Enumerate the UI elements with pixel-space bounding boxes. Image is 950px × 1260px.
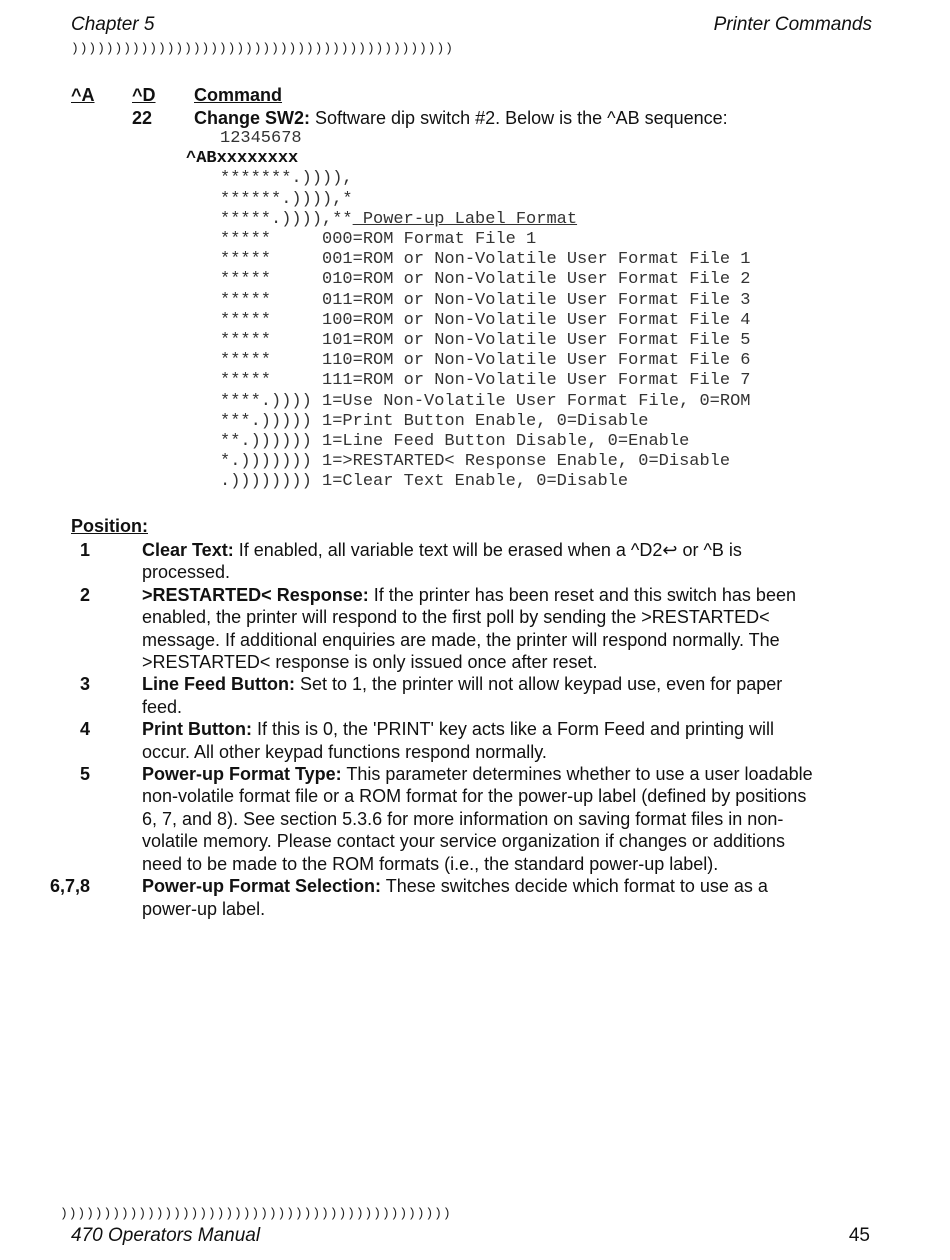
position-entry xyxy=(0,673,950,718)
position-list xyxy=(0,539,950,920)
position-entry xyxy=(0,584,950,674)
code-line-text: ***** 000=ROM Format File 1 xyxy=(220,230,537,249)
column-header-d: ^D xyxy=(132,85,156,105)
manual-title: 470 Operators Manual xyxy=(71,1225,261,1246)
code-line xyxy=(220,412,648,431)
code-line xyxy=(220,270,751,289)
command-title: Change SW2: xyxy=(194,108,311,128)
position-title: Power-up Format Type: xyxy=(142,764,342,785)
position-text: Set to 1, the printer will not allow keypad use, even for paper feed. xyxy=(142,674,783,717)
code-line xyxy=(220,250,751,269)
position-text: These switches decide which format to use as a power-up label. xyxy=(142,876,768,919)
section-header: Printer Commands xyxy=(713,14,872,35)
code-line xyxy=(220,230,536,249)
command-number: 22 xyxy=(132,108,153,128)
position-entry xyxy=(0,875,950,920)
position-text: If enabled, all variable text will be erased when a ^D2↩ or ^B is processed. xyxy=(142,540,742,583)
top-divider: )))))))))))))))))))))))))))))))))))))))))))) xyxy=(71,41,454,56)
position-number: 5 xyxy=(79,764,90,785)
code-line-text: ***** 111=ROM or Non-Volatile User Format File 7 xyxy=(220,371,751,391)
position-description xyxy=(142,875,822,920)
code-line-text: **.)))))) 1=Line Feed Button Disable, 0=Enable xyxy=(220,432,690,451)
code-line xyxy=(220,311,751,330)
code-line-text: *******.)))), xyxy=(220,169,353,189)
code-line-text: ***.))))) 1=Print Button Enable, 0=Disable xyxy=(220,411,649,431)
position-description xyxy=(142,673,822,718)
code-line-text: ^ABxxxxxxxx xyxy=(186,149,299,169)
code-line xyxy=(220,452,730,471)
code-line-text: ****.)))) 1=Use Non-Volatile User Format File, 0=ROM xyxy=(220,391,751,411)
position-number: 4 xyxy=(79,719,90,740)
position-title: Line Feed Button: xyxy=(142,674,295,695)
code-line-text: *****.)))),** xyxy=(220,209,353,229)
code-line-text: 12345678 xyxy=(220,129,302,148)
position-title: >RESTARTED< Response: xyxy=(142,584,369,605)
code-line-text: ***** 101=ROM or Non-Volatile User Format File 5 xyxy=(220,331,751,350)
position-entry xyxy=(0,718,950,763)
position-description xyxy=(142,718,822,763)
code-line xyxy=(220,472,628,491)
chapter-header: Chapter 5 xyxy=(71,14,155,35)
code-line-text: ***** 011=ROM or Non-Volatile User Format File 3 xyxy=(220,290,751,310)
column-header-a: ^A xyxy=(71,85,95,105)
column-header-command: Command xyxy=(194,85,283,105)
code-line xyxy=(220,169,353,188)
code-line xyxy=(220,129,302,148)
position-title: Print Button: xyxy=(142,719,252,740)
code-line-text: ******.)))),* xyxy=(220,189,353,209)
command-description: Software dip switch #2. Below is the ^AB sequence: xyxy=(310,108,728,128)
code-line-text: ***** 010=ROM or Non-Volatile User Format File 2 xyxy=(220,270,751,290)
bottom-divider: ))))))))))))))))))))))))))))))))))))))))))))) xyxy=(60,1206,452,1221)
position-text: If this is 0, the 'PRINT' key acts like a Form Feed and printing will occur. All other keypad functions respond normally. xyxy=(142,719,775,762)
position-number: 6,7,8 xyxy=(49,876,90,897)
code-line xyxy=(220,210,577,229)
code-line-text: *.))))))) 1=>RESTARTED< Response Enable, 0=Disable xyxy=(220,452,731,472)
code-line-text: ***** 110=ROM or Non-Volatile User Format File 6 xyxy=(220,351,751,371)
position-text: If the printer has been reset and this switch has been enabled, the printer will respond to the first poll by sending the >RESTARTED< message. If additional enquiries are made, the printer will respond normally. The >RESTARTED< response is only issued once after reset. xyxy=(142,584,796,673)
code-line xyxy=(220,190,353,209)
code-line xyxy=(220,432,689,451)
position-title: Clear Text: xyxy=(142,540,234,560)
position-number: 2 xyxy=(79,584,90,605)
code-line xyxy=(186,149,298,168)
position-text: This parameter determines whether to use a user loadable non-volatile format file or a ROM format for the power-up label (defined by positions 6, 7, and 8). See section 5.3.6 for more information on saving format files in non-volatile memory. Please contact your service organization if changes or additions need to be made to the ROM formats (i.e., the standard power-up label). xyxy=(142,764,813,874)
position-entry xyxy=(0,539,950,584)
position-description xyxy=(142,539,822,584)
code-line xyxy=(220,392,751,411)
code-line xyxy=(220,351,751,370)
position-entry xyxy=(0,763,950,875)
position-label: Position: xyxy=(71,516,148,536)
position-description xyxy=(142,763,822,875)
code-line xyxy=(220,331,751,350)
code-line-text: .)))))))) 1=Clear Text Enable, 0=Disable xyxy=(220,472,629,492)
position-number: 1 xyxy=(79,540,90,560)
code-line xyxy=(220,371,751,390)
position-number: 3 xyxy=(79,674,90,695)
code-line xyxy=(220,291,751,310)
code-line-text: ***** 100=ROM or Non-Volatile User Format File 4 xyxy=(220,310,751,330)
position-title: Power-up Format Selection: xyxy=(142,876,382,897)
code-line-text: ***** 001=ROM or Non-Volatile User Format File 1 xyxy=(220,250,751,270)
position-description xyxy=(142,584,822,674)
command-title-line xyxy=(194,108,728,129)
code-line-heading: Power-up Label Format xyxy=(352,209,578,229)
page-number: 45 xyxy=(848,1225,870,1246)
